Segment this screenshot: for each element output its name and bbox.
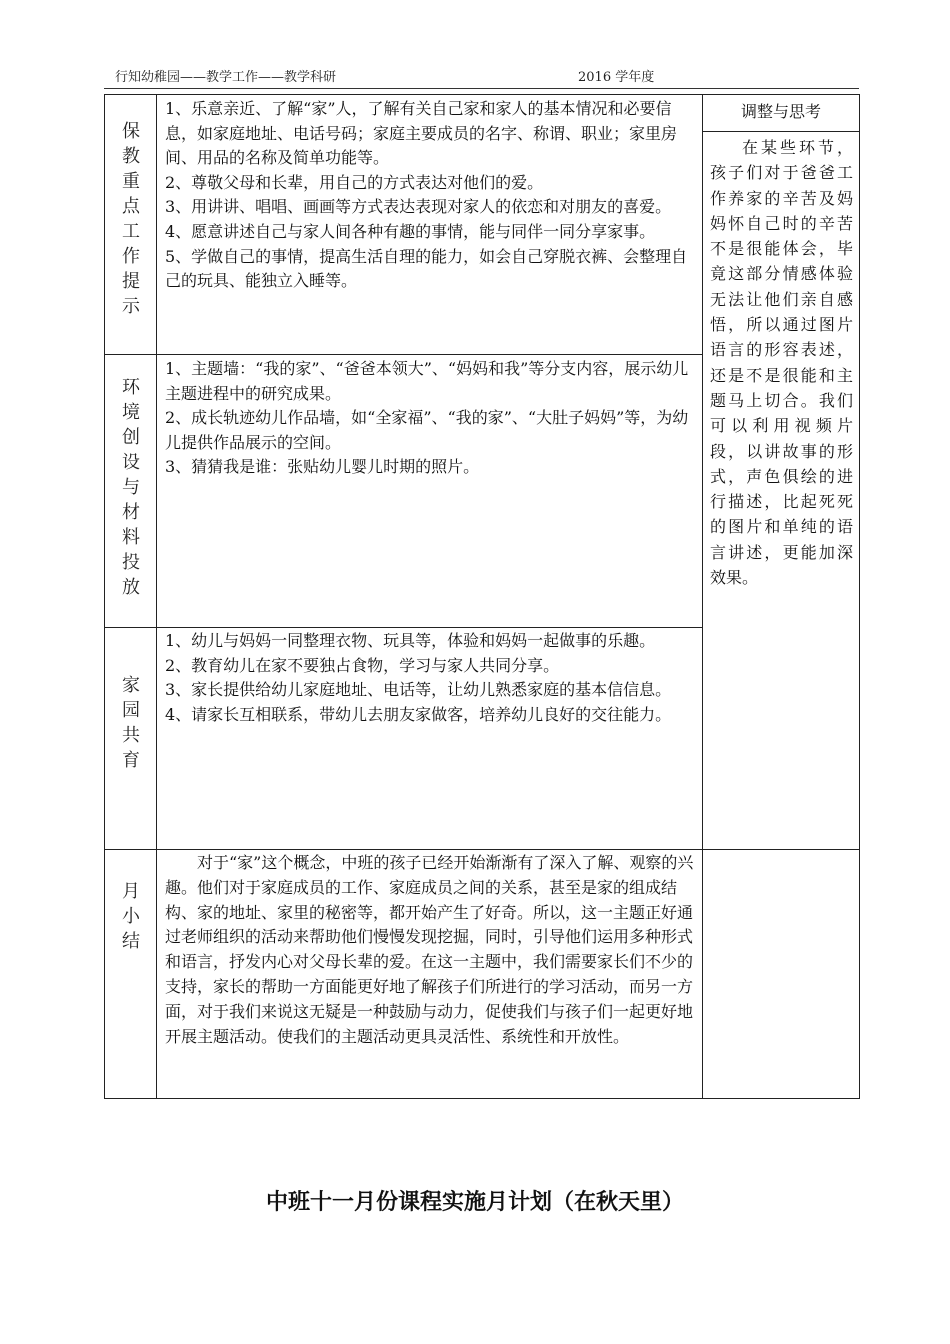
list-item: 1、乐意亲近、了解“家”人，了解有关自己家和家人的基本情况和必要信息，如家庭地址、电话号码；家庭主要成员的名字、称谓、职业；家里房间、用品的名称及简单功能等。 (165, 99, 678, 168)
page-title: 中班十一月份课程实施月计划（在秋天里） (265, 1190, 684, 1215)
header-left: 行知幼稚园——教学工作——教学科研 (115, 70, 337, 85)
list-item: 2、尊敬父母和长辈，用自己的方式表达对他们的爱。 (165, 172, 544, 192)
list-item: 2、成长轨迹幼儿作品墙，如“全家福”、“我的家”、“大肚子妈妈”等，为幼儿提供作品展示的空间。 (165, 408, 689, 452)
side-header-divider (702, 131, 860, 132)
list-item: 3、用讲讲、唱唱、画画等方式表达表现对家人的依恋和对朋友的喜爱。 (165, 197, 672, 217)
table-column-divider (702, 95, 703, 1098)
list-item: 5、学做自己的事情，提高生活自理的能力，如会自己穿脱衣裤、会整理自己的玩具、能独立入睡等。 (165, 246, 688, 291)
adjustment-header: 调整与思考 (740, 102, 821, 121)
table-row-divider (105, 627, 157, 628)
environment-content (165, 357, 699, 480)
list-item: 3、猜猜我是谁：张贴幼儿婴儿时期的照片。 (165, 457, 480, 477)
list-item: 1、主题墙：“我的家”、“爸爸本领大”、“妈妈和我”等分支内容，展示幼儿主题进程中的研究成果。 (165, 359, 689, 403)
summary-paragraph: 对于“家”这个概念，中班的孩子已经开始渐渐有了深入了解、观察的兴趣。他们对于家庭成员的工作、家庭成员之间的关系，甚至是家的组成结构、家的地址、家里的秘密等，都开始产生了好奇。所以，这一主题正好通过老师组织的活动来帮助他们慢慢发现挖掘，同时，引导他们运用多种形式和语言，抒发内心对父母长辈的爱。在这一主题中，我们需要家长们不少的支持，家长的帮助一方面能更好地了解孩子们所进行的学习活动，而另一方面，对于我们来说这无疑是一种鼓励与动力，促使我们与孩子们一起更好地开展主题活动。使我们的主题活动更具灵活性、系统性和开放性。 (165, 853, 694, 1046)
list-item: 2、教育幼儿在家不要独占食物，学习与家人共同分享。 (165, 655, 560, 675)
list-item: 1、幼儿与妈妈一同整理衣物、玩具等，体验和妈妈一起做事的乐趣。 (165, 631, 656, 650)
list-item: 4、愿意讲述自己与家人间各种有趣的事情，能与同伴一同分享家事。 (165, 221, 656, 241)
home-school-content (165, 629, 699, 727)
header-year: 2016 学年度 (578, 70, 655, 85)
table-row-divider (156, 627, 702, 628)
table-row-divider (105, 354, 157, 355)
row-label-environment: 环 境 创 设 与 材 料 投 放 (122, 377, 140, 598)
row-label-home-school: 家 园 共 育 (122, 675, 140, 771)
plan-table (104, 94, 860, 1099)
table-row-divider (105, 849, 860, 850)
list-item: 4、请家长互相联系，带幼儿去朋友家做客，培养幼儿良好的交往能力。 (165, 704, 672, 724)
table-row-divider (156, 354, 702, 355)
monthly-summary-content (165, 851, 699, 1049)
row-label-teaching-focus: 保 教 重 点 工 作 提 示 (122, 121, 140, 317)
row-label-monthly-summary: 月 小 结 (122, 881, 140, 952)
list-item: 3、家长提供给幼儿家庭地址、电话等，让幼儿熟悉家庭的基本信信息。 (165, 680, 672, 700)
teaching-focus-content (165, 97, 699, 294)
adjustment-text: 在某些环节，孩子们对于爸爸工作养家的辛苦及妈妈怀自己时的辛苦不是很能体会，毕竟这部分情感体验无法让他们亲自感悟，所以通过图片语言的形容表述，还是不是很能和主题马上切合。我们可以利用视频片段，以讲故事的形式，声色俱绘的进行描述，比起死死的图片和单纯的语言讲述，更能加深效果。 (710, 138, 853, 588)
header-rule (104, 88, 859, 89)
